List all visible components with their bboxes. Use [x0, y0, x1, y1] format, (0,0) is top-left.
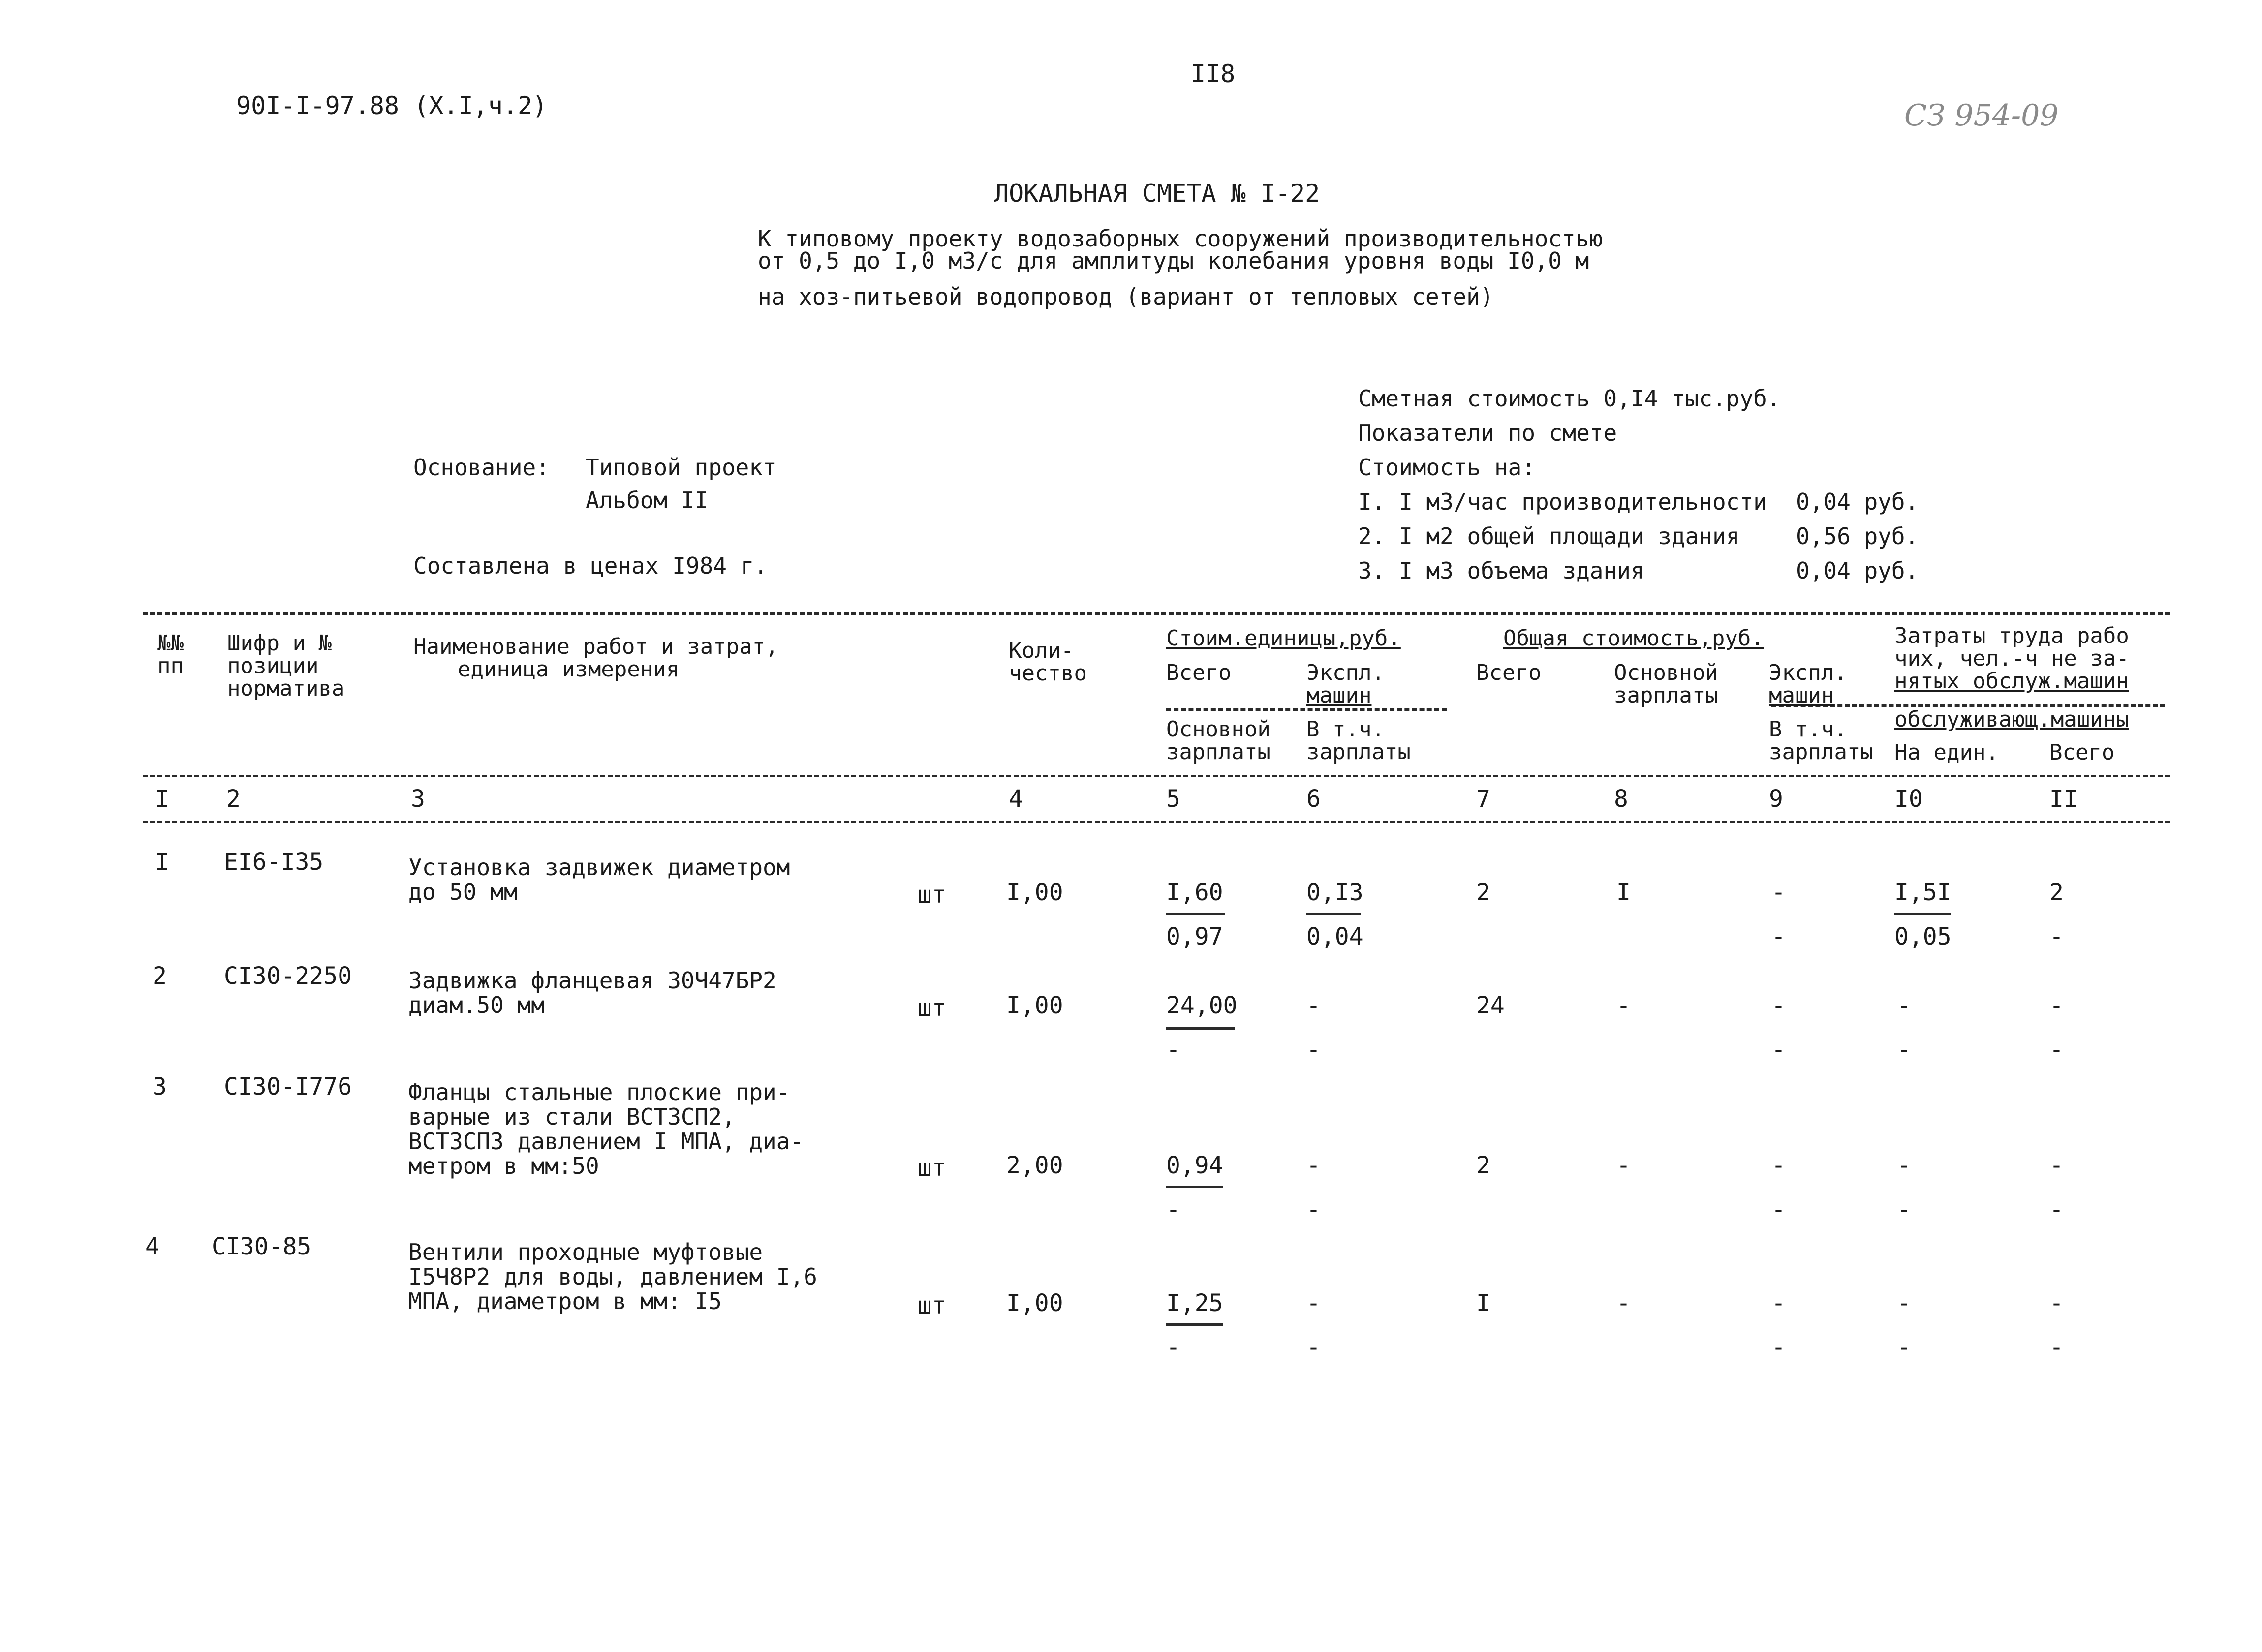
- colnum-10: I0: [1894, 785, 1923, 813]
- colnum-3: 3: [411, 785, 425, 813]
- indicator-2-value: 0,56 руб.: [1796, 523, 1919, 550]
- page-number: II8: [1191, 60, 1236, 88]
- row-labor-total: -: [2049, 1152, 2064, 1179]
- row-total-incl-salary: -: [1771, 923, 1786, 950]
- row-total-salary: -: [1616, 1152, 1631, 1179]
- row-num: 3: [153, 1073, 167, 1101]
- row-unit: шт: [918, 994, 946, 1022]
- indicator-2-label: 2. I м2 общей площади здания: [1358, 523, 1740, 550]
- row-name: Фланцы стальные плоские при- варные из стали ВСТ3СП2, ВСТ3СП3 давлением I МПА, диа- метром в мм:50: [408, 1079, 804, 1179]
- row-unit-total: I,25: [1166, 1289, 1223, 1317]
- colnum-6: 6: [1306, 785, 1321, 813]
- document-code: 90I-I-97.88 (X.I,ч.2): [236, 92, 548, 120]
- header-labor-group: Затраты труда рабо чих, чел.-ч не за- нятых обслуж.машин: [1894, 623, 2129, 694]
- colnum-9: 9: [1769, 785, 1783, 813]
- row-total-salary: I: [1616, 879, 1631, 906]
- indicators-heading: Показатели по смете: [1358, 420, 1617, 446]
- row-labor-total-b: -: [2049, 1196, 2064, 1224]
- estimated-cost: Сметная стоимость 0,I4 тыс.руб.: [1358, 385, 1781, 412]
- row-unit: шт: [918, 1154, 946, 1182]
- row-unit-salary: -: [1166, 1036, 1180, 1064]
- row-qty: 2,00: [1006, 1152, 1063, 1179]
- row-num: I: [155, 848, 169, 876]
- row-labor-per-unit: -: [1897, 1289, 1911, 1317]
- row-unit-salary: -: [1166, 1334, 1180, 1361]
- row-labor-per-unit-b: -: [1897, 1196, 1911, 1224]
- header-total-expl: Экспл. машин: [1769, 660, 1847, 708]
- row-unit-salary: -: [1166, 1196, 1180, 1224]
- row-labor-per-unit: -: [1897, 1152, 1911, 1179]
- row-labor-total: -: [2049, 992, 2064, 1019]
- indicator-1-value: 0,04 руб.: [1796, 489, 1919, 515]
- row-total: I: [1476, 1289, 1490, 1317]
- row-labor-per-unit-b: -: [1897, 1334, 1911, 1361]
- header-total-total: Всего: [1476, 660, 1542, 685]
- row-qty: I,00: [1006, 879, 1063, 906]
- row-unit-incl-salary: -: [1306, 1036, 1321, 1064]
- header-total-cost-group: Общая стоимость,руб.: [1503, 626, 1764, 651]
- fraction-bar: [1166, 1186, 1223, 1188]
- header-unit-salary: Основной зарплаты: [1166, 717, 1270, 765]
- header-unit-incl-salary: В т.ч. зарплаты: [1306, 717, 1411, 765]
- row-total-incl-salary: -: [1771, 1196, 1786, 1224]
- header-bottom-rule: [143, 775, 2170, 777]
- row-unit-expl: 0,I3: [1306, 879, 1363, 906]
- row-total-salary: -: [1616, 992, 1631, 1019]
- column-numbers-rule: [143, 821, 2170, 823]
- row-qty: I,00: [1006, 1289, 1063, 1317]
- header-unit-cost-group: Стоим.единицы,руб.: [1166, 626, 1401, 651]
- row-qty: I,00: [1006, 992, 1063, 1019]
- fraction-bar: [1166, 1323, 1223, 1326]
- row-name: Вентили проходные муфтовые I5Ч8Р2 для воды, давлением I,6 МПА, диаметром в мм: I5: [408, 1239, 817, 1315]
- row-unit-expl: -: [1306, 992, 1321, 1019]
- row-unit-expl: -: [1306, 1152, 1321, 1179]
- fraction-bar: [1166, 913, 1225, 915]
- basis-value-line1: Типовой проект: [586, 454, 776, 481]
- row-labor-per-unit-b: 0,05: [1894, 923, 1952, 950]
- row-total-expl: -: [1771, 879, 1786, 906]
- colnum-8: 8: [1614, 785, 1628, 813]
- row-unit-incl-salary: -: [1306, 1334, 1321, 1361]
- header-num: №№ пп: [157, 631, 184, 678]
- header-total-incl-salary: В т.ч. зарплаты: [1769, 717, 1873, 765]
- row-labor-total-b: -: [2049, 1036, 2064, 1064]
- indicator-3-label: 3. I м3 объема здания: [1358, 557, 1644, 584]
- row-unit-total: I,60: [1166, 879, 1223, 906]
- row-labor-per-unit: -: [1897, 992, 1911, 1019]
- row-unit-total: 0,94: [1166, 1152, 1223, 1179]
- row-unit-salary: 0,97: [1166, 923, 1223, 950]
- row-unit-total: 24,00: [1166, 992, 1238, 1019]
- colnum-5: 5: [1166, 785, 1180, 813]
- colnum-7: 7: [1476, 785, 1490, 813]
- table-top-rule: [143, 612, 2170, 615]
- row-code: CI30-2250: [224, 962, 352, 990]
- header-qty: Коли- чество: [1009, 638, 1087, 686]
- row-unit-incl-salary: -: [1306, 1196, 1321, 1224]
- header-unit-expl: Экспл. машин: [1306, 660, 1385, 708]
- indicator-1-label: I. I м3/час производительности: [1358, 489, 1767, 515]
- row-name: Задвижка фланцевая 30Ч47БР2 диам.50 мм: [408, 967, 776, 1018]
- colnum-2: 2: [226, 785, 241, 813]
- archive-stamp: СЗ 954-09: [1904, 98, 2059, 133]
- cost-for-heading: Стоимость на:: [1358, 454, 1536, 481]
- header-labor-machines: обслуживающ.машины: [1894, 707, 2129, 732]
- row-name: Установка задвижек диаметром до 50 мм: [408, 854, 790, 905]
- colnum-4: 4: [1009, 785, 1023, 813]
- subtitle-line-2: от 0,5 до I,0 м3/с для амплитуды колебания уровня воды I0,0 м: [758, 247, 1589, 274]
- unit-cost-subrule: [1166, 708, 1447, 711]
- row-unit-incl-salary: 0,04: [1306, 923, 1363, 950]
- fraction-bar: [1894, 913, 1951, 915]
- header-unit-total: Всего: [1166, 660, 1232, 685]
- row-total: 2: [1476, 879, 1490, 906]
- row-unit-expl: -: [1306, 1289, 1321, 1317]
- subtitle-line-3: на хоз-питьевой водопровод (вариант от тепловых сетей): [758, 283, 1494, 310]
- row-labor-total-b: -: [2049, 923, 2064, 950]
- fraction-bar: [1166, 1027, 1235, 1030]
- header-name: Наименование работ и затрат, единица измерения: [413, 634, 778, 682]
- prices-year: Составлена в ценах I984 г.: [413, 552, 768, 579]
- row-code: CI30-I776: [224, 1073, 352, 1101]
- row-num: 2: [153, 962, 167, 990]
- header-code: Шифр и № позиции норматива: [227, 631, 345, 701]
- row-total-salary: -: [1616, 1289, 1631, 1317]
- row-total: 24: [1476, 992, 1505, 1019]
- row-total-expl: -: [1771, 1152, 1786, 1179]
- row-unit: шт: [918, 881, 946, 909]
- subtitle-line-1: К типовому проекту водозаборных сооружений производительностью: [758, 225, 1603, 252]
- basis-label: Основание:: [413, 454, 550, 481]
- header-labor-per-unit: На един.: [1894, 740, 1999, 765]
- colnum-1: I: [155, 785, 169, 813]
- row-labor-total: -: [2049, 1289, 2064, 1317]
- row-total-incl-salary: -: [1771, 1334, 1786, 1361]
- indicator-3-value: 0,04 руб.: [1796, 557, 1919, 584]
- row-total-incl-salary: -: [1771, 1036, 1786, 1064]
- colnum-11: II: [2049, 785, 2078, 813]
- row-code: CI30-85: [212, 1233, 311, 1260]
- row-total-expl: -: [1771, 992, 1786, 1019]
- row-code: EI6-I35: [224, 848, 324, 876]
- row-labor-per-unit: I,5I: [1894, 879, 1952, 906]
- row-labor-total: 2: [2049, 879, 2064, 906]
- row-total: 2: [1476, 1152, 1490, 1179]
- row-unit: шт: [918, 1292, 946, 1319]
- fraction-bar: [1306, 913, 1361, 915]
- header-labor-total: Всего: [2049, 740, 2115, 765]
- row-total-expl: -: [1771, 1289, 1786, 1317]
- basis-value-line2: Альбом II: [586, 487, 709, 514]
- row-labor-total-b: -: [2049, 1334, 2064, 1361]
- row-labor-per-unit-b: -: [1897, 1036, 1911, 1064]
- header-total-salary: Основной зарплаты: [1614, 660, 1718, 708]
- row-num: 4: [145, 1233, 159, 1260]
- document-title: ЛОКАЛЬНАЯ СМЕТА № I-22: [994, 179, 1320, 208]
